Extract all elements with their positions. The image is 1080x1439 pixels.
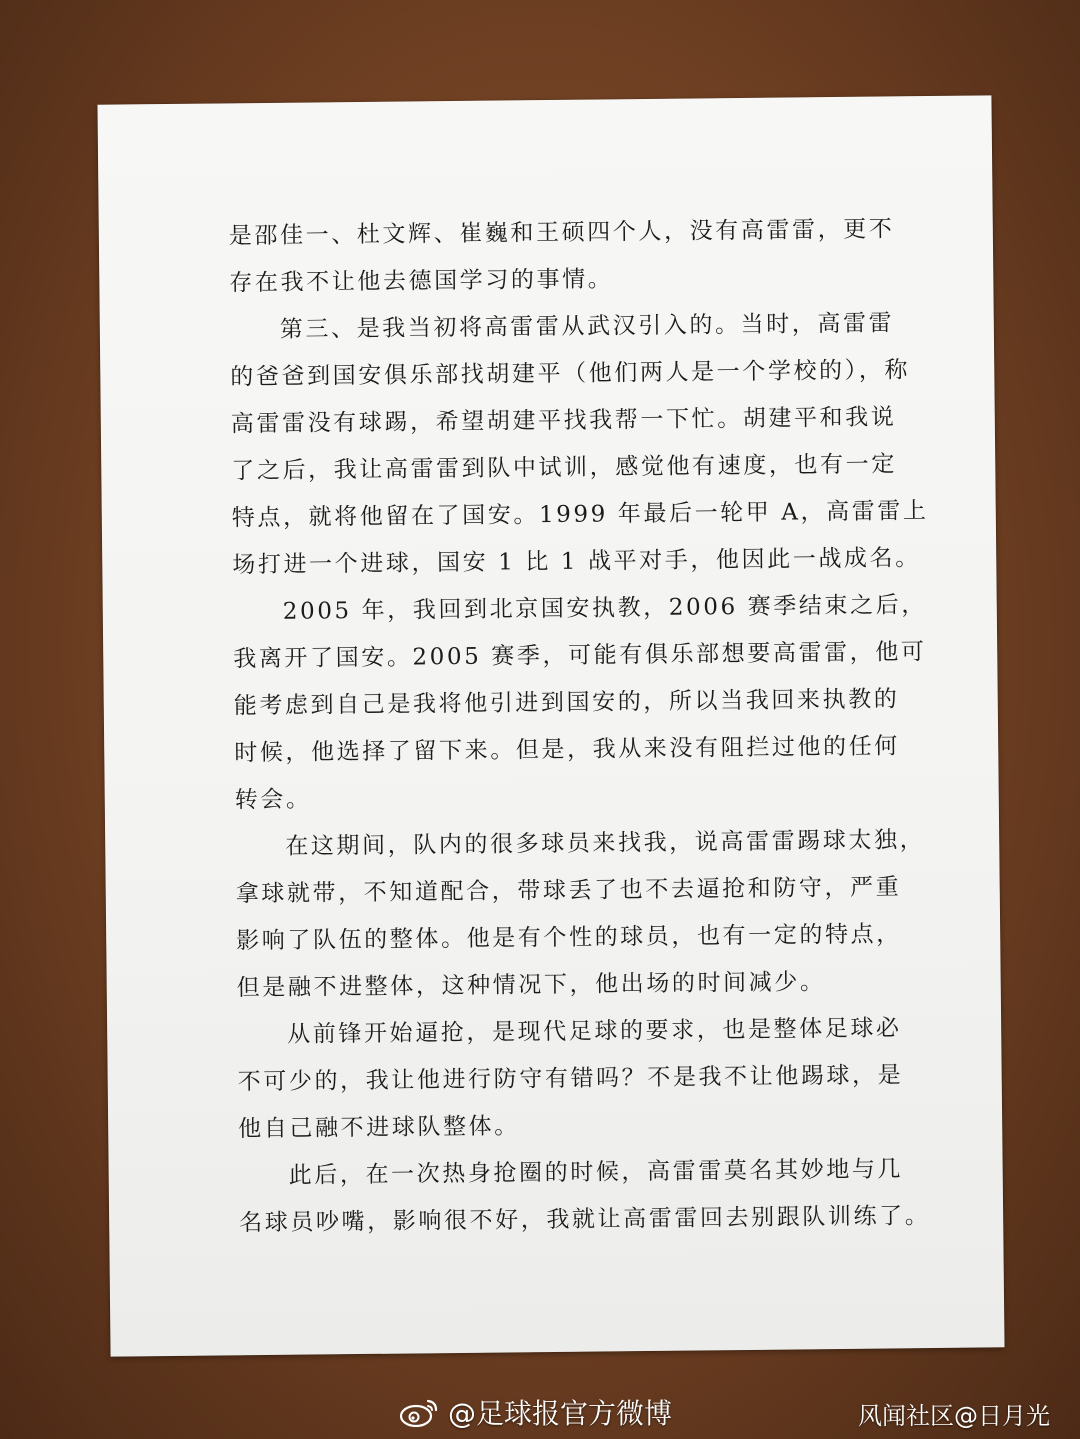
text-line: 拿球就带，不知道配合，带球丢了也不去逼抢和防守，严重 [235, 874, 902, 908]
text-line: 2005 年，我回到北京国安执教，2006 赛季结束之后， [282, 592, 927, 625]
text-line: 转会。 [234, 786, 312, 814]
text-line: 从前锋开始逼抢，是现代足球的要求，也是整体足球必 [287, 1015, 902, 1048]
text-line: 的爸爸到国安俱乐部找胡建平（他们两人是一个学校的），称 [230, 357, 911, 391]
document-page [97, 95, 1004, 1356]
watermark-right-text: 风闻社区@日月光 [858, 1402, 1050, 1430]
watermark-left-text: @足球报官方微博 [448, 1397, 673, 1430]
weibo-logo-icon [398, 1395, 442, 1429]
text-line: 了之后，我让高雷雷到队中试训，感觉他有速度，也有一定 [231, 451, 898, 485]
weibo-watermark [398, 1392, 672, 1432]
text-line: 时候，他选择了留下来。但是，我从来没有阻拦过他的任何 [234, 733, 900, 767]
text-line: 影响了队伍的整体。他是有个性的球员，也有一定的特点， [236, 921, 902, 955]
text-line: 在这期间，队内的很多球员来找我，说高雷雷踢球太独， [285, 827, 926, 860]
text-line: 他自己融不进球队整体。 [238, 1113, 520, 1143]
text-line: 不可少的，我让他进行防守有错吗？不是我不让他踢球，是 [237, 1062, 904, 1096]
text-line: 特点，就将他留在了国安。1999 年最后一轮甲 A，高雷雷上 [231, 498, 929, 532]
text-line: 高雷雷没有球踢，希望胡建平找我帮一下忙。胡建平和我说 [230, 404, 897, 438]
text-line: 我离开了国安。2005 赛季，可能有俱乐部想要高雷雷，他可 [233, 639, 927, 673]
text-line: 存在我不让他去德国学习的事情。 [229, 266, 614, 297]
text-line: 但是融不进整体，这种情况下，他出场的时间减少。 [236, 969, 826, 1002]
text-line: 场打进一个进球，国安 1 比 1 战平对手，他因此一战成名。 [232, 545, 921, 579]
text-line: 第三、是我当初将高雷雷从武汉引入的。当时，高雷雷 [279, 310, 895, 343]
text-line: 是邵佳一、杜文辉、崔巍和王硕四个人，没有高雷雷，更不 [228, 216, 895, 250]
text-line: 名球员吵嘴，影响很不好，我就让高雷雷回去别跟队训练了。 [239, 1203, 931, 1237]
text-line: 此后，在一次热身抢圈的时候，高雷雷莫名其妙地与几 [288, 1156, 904, 1189]
text-line: 能考虑到自己是我将他引进到国安的，所以当我回来执教的 [233, 686, 900, 720]
